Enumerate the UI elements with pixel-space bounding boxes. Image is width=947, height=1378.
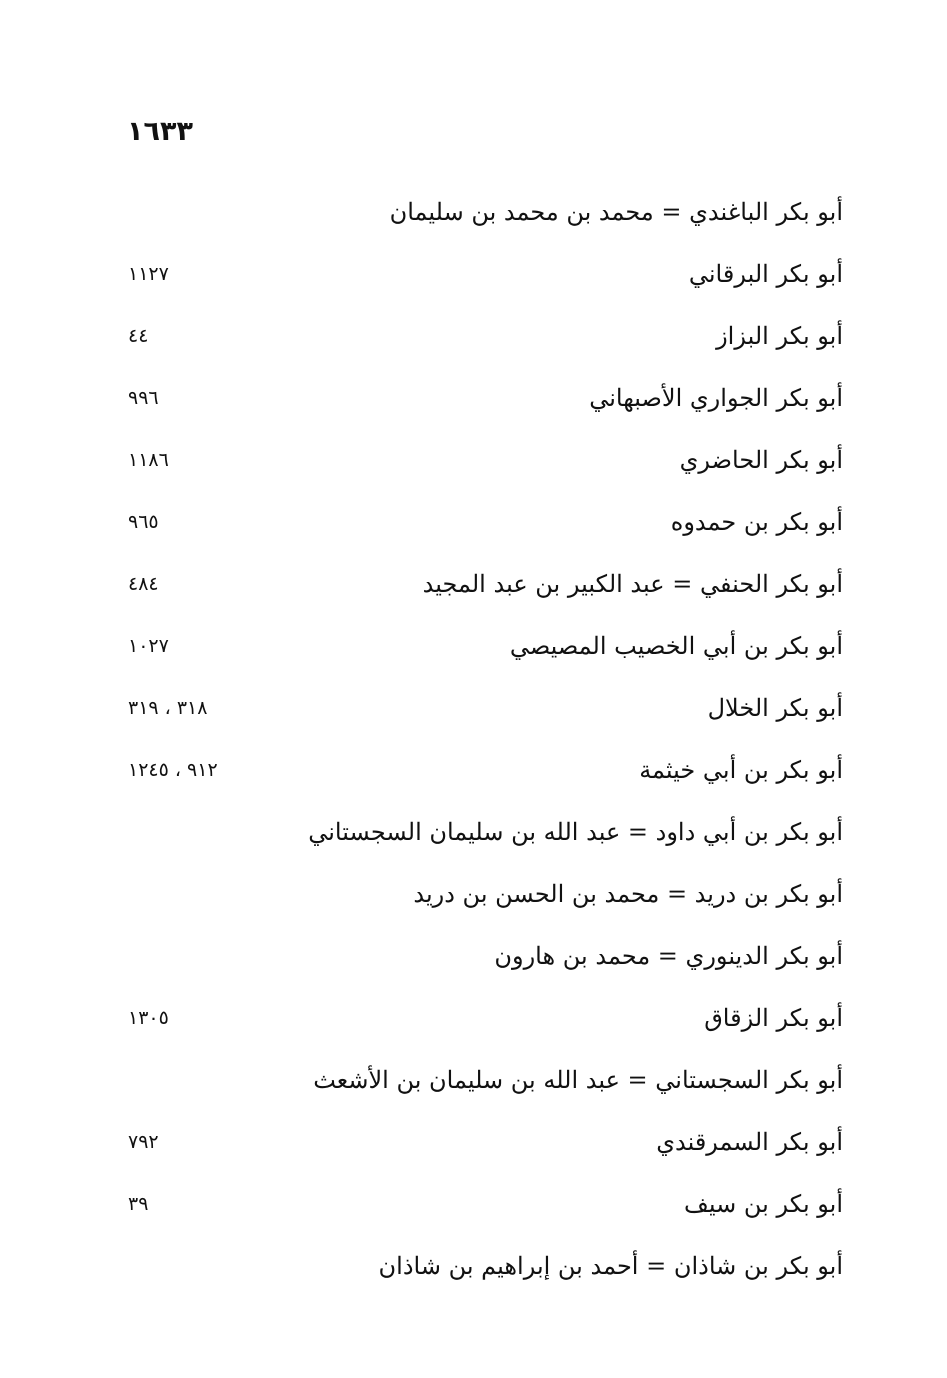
index-entry [0,248,947,300]
index-entry [0,310,947,362]
index-entry [0,1054,947,1106]
entry-name: أبو بكر السمرقندي [656,1128,843,1156]
entry-name: أبو بكر البزاز [716,322,843,350]
entry-name: أبو بكر بن أبي الخصيب المصيصي [509,632,843,660]
entry-name: أبو بكر بن دريد = محمد بن الحسن بن دريد [413,880,843,908]
entry-name: أبو بكر السجستاني = عبد الله بن سليمان بن الأشعث [313,1066,843,1094]
entry-pages: ٩٦٥ [128,511,159,533]
entry-name: أبو بكر بن سيف [684,1190,843,1218]
index-entry [0,868,947,920]
entry-pages: ١١٢٧ [128,263,169,285]
entry-pages: ٣٩ [128,1193,149,1215]
index-entry [0,558,947,610]
index-entry [0,1240,947,1292]
entry-name: أبو بكر الجواري الأصبهاني [589,384,843,412]
index-entry [0,806,947,858]
entry-pages: ١٠٢٧ [128,635,169,657]
index-entry [0,186,947,238]
entry-pages: ٤٤ [128,325,149,347]
entry-pages: ٩٩٦ [128,387,159,409]
index-entry [0,620,947,672]
entry-name: أبو بكر بن أبي داود = عبد الله بن سليمان السجستاني [308,818,843,846]
entry-pages: ٣١٨ ، ٣١٩ [128,697,208,719]
entry-pages: ١٣٠٥ [128,1007,169,1029]
entry-name: أبو بكر الخلال [707,694,843,722]
index-entry [0,744,947,796]
index-entry [0,992,947,1044]
entry-name: أبو بكر البرقاني [688,260,843,288]
entry-name: أبو بكر الدينوري = محمد بن هارون [494,942,843,970]
entry-name: أبو بكر الحاضري [679,446,843,474]
entry-name: أبو بكر الباغندي = محمد بن محمد بن سليمان [389,198,843,226]
entry-name: أبو بكر بن شاذان = أحمد بن إبراهيم بن شاذان [378,1252,843,1280]
entry-pages: ٤٨٤ [128,573,159,595]
entry-name: أبو بكر الحنفي = عبد الكبير بن عبد المجيد [422,570,843,598]
page-number: ١٦٣٣ [127,116,193,147]
index-entry [0,930,947,982]
entry-pages: ٩١٢ ، ١٢٤٥ [128,759,218,781]
entry-pages: ٧٩٢ [128,1131,159,1153]
entry-name: أبو بكر بن حمدوه [670,508,843,536]
entry-name: أبو بكر بن أبي خيثمة [639,756,843,784]
index-entry [0,1178,947,1230]
entry-pages: ١١٨٦ [128,449,169,471]
index-entry [0,682,947,734]
entry-name: أبو بكر الزقاق [704,1004,843,1032]
index-entry [0,372,947,424]
index-entry [0,496,947,548]
index-entry [0,434,947,486]
index-entry [0,1116,947,1168]
